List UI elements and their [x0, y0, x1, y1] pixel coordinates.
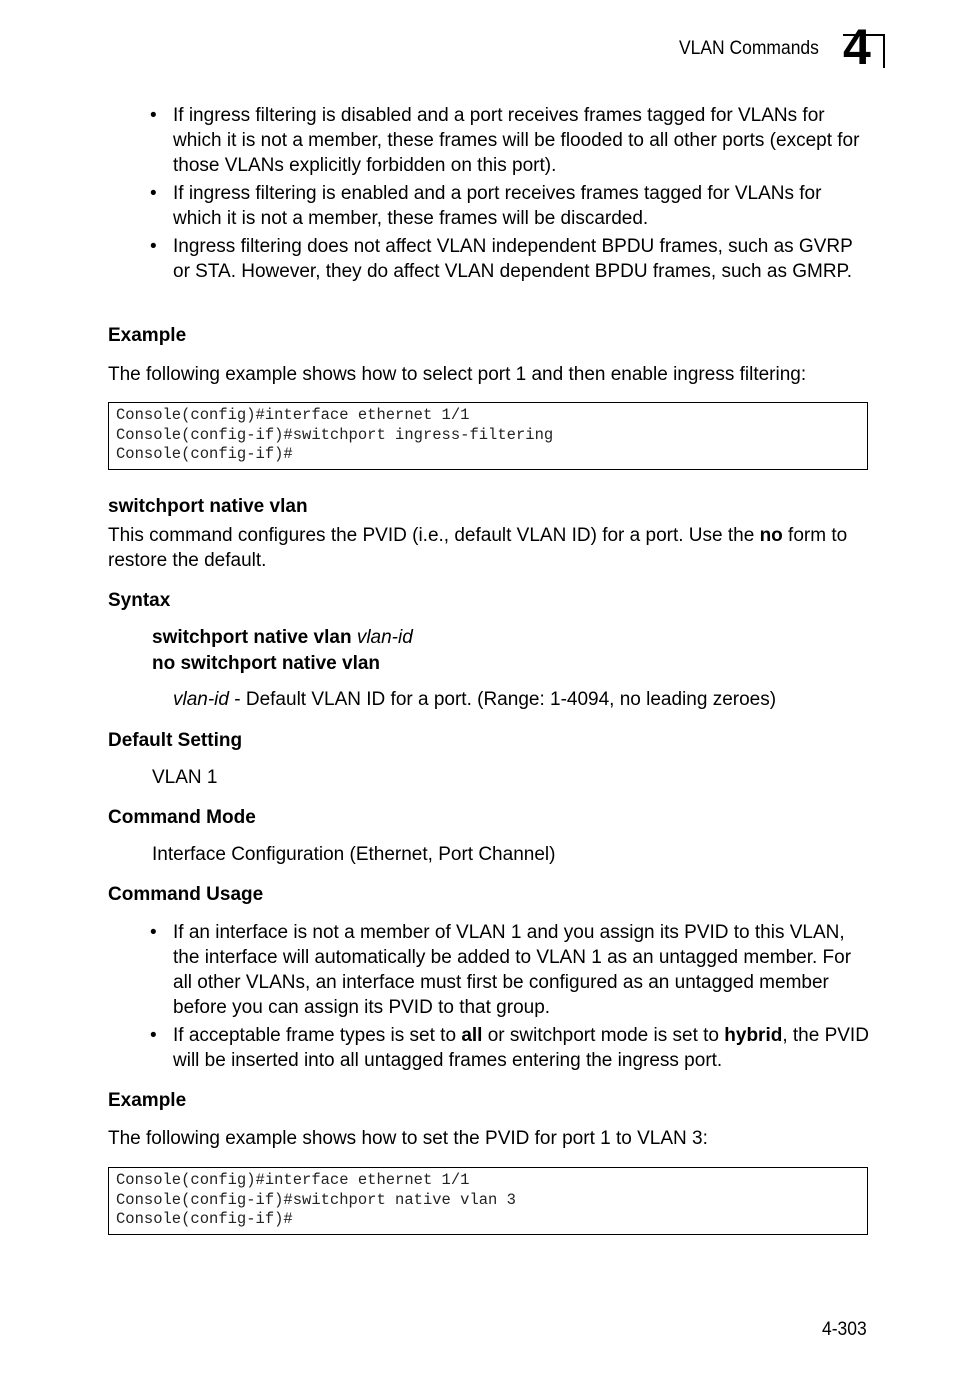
default-setting-heading: Default Setting	[108, 730, 243, 751]
section-title: switchport native vlan	[108, 496, 308, 517]
list-item: • If ingress filtering is enabled and a port receives frames tagged for VLANs for which it is not a member, these frames will be discarded.	[150, 183, 822, 229]
syntax-parameter: vlan-id - Default VLAN ID for a port. (Range: 1-4094, no leading zeroes)	[173, 689, 777, 710]
command-mode-value: Interface Configuration (Ethernet, Port Channel)	[152, 844, 556, 865]
command-mode-heading: Command Mode	[108, 807, 256, 828]
syntax-no-command: no switchport native vlan	[152, 653, 381, 674]
code-block	[108, 402, 868, 470]
example-description: The following example shows how to select port 1 and then enable ingress filtering:	[108, 364, 807, 385]
code-block	[108, 1167, 868, 1235]
syntax-heading: Syntax	[108, 590, 171, 611]
example-description: The following example shows how to set the PVID for port 1 to VLAN 3:	[108, 1128, 708, 1149]
command-usage-heading: Command Usage	[108, 884, 264, 905]
default-setting-value: VLAN 1	[152, 767, 218, 788]
list-item: • If acceptable frame types is set to all or switchport mode is set to hybrid, the PVID will be inserted into all untagged frames entering the ingress port.	[150, 1025, 869, 1071]
code-line: Console(config-if)#	[116, 1210, 293, 1228]
page-number: 4-303	[822, 1319, 867, 1340]
running-header: VLAN Commands	[679, 38, 819, 59]
code-line: Console(config-if)#	[116, 445, 293, 463]
list-item: • Ingress filtering does not affect VLAN independent BPDU frames, such as GVRP or STA. However, they do affect VLAN dependent BPDU frames, such as GMRP.	[150, 236, 853, 282]
section-description: This command configures the PVID (i.e., default VLAN ID) for a port. Use the no form to restore the default.	[108, 525, 848, 571]
syntax-command: switchport native vlan vlan-id	[152, 627, 413, 648]
code-line: Console(config)#interface ethernet 1/1	[116, 406, 470, 424]
chapter-number: 4	[843, 19, 871, 75]
code-line: Console(config-if)#switchport ingress-filtering	[116, 425, 554, 444]
usage-bullet-list	[150, 920, 870, 1073]
code-line: Console(config)#interface ethernet 1/1	[116, 1171, 470, 1189]
example-heading: Example	[108, 1090, 187, 1111]
code-line: Console(config-if)#switchport native vlan 3	[116, 1190, 516, 1209]
list-item: • If an interface is not a member of VLAN 1 and you assign its PVID to this VLAN, the interface will automatically be added to VLAN 1 as an untagged member. For all other VLANs, an interface must first be configured as an untagged member before you can assign its PVID to that group.	[150, 922, 852, 1018]
list-item: • If ingress filtering is disabled and a port receives frames tagged for VLANs for which it is not a member, these frames will be flooded to all other ports (except for those VLANs explicitly forbidden on this port).	[150, 105, 860, 176]
example-heading: Example	[108, 325, 187, 346]
ingress-bullet-list	[150, 103, 870, 284]
